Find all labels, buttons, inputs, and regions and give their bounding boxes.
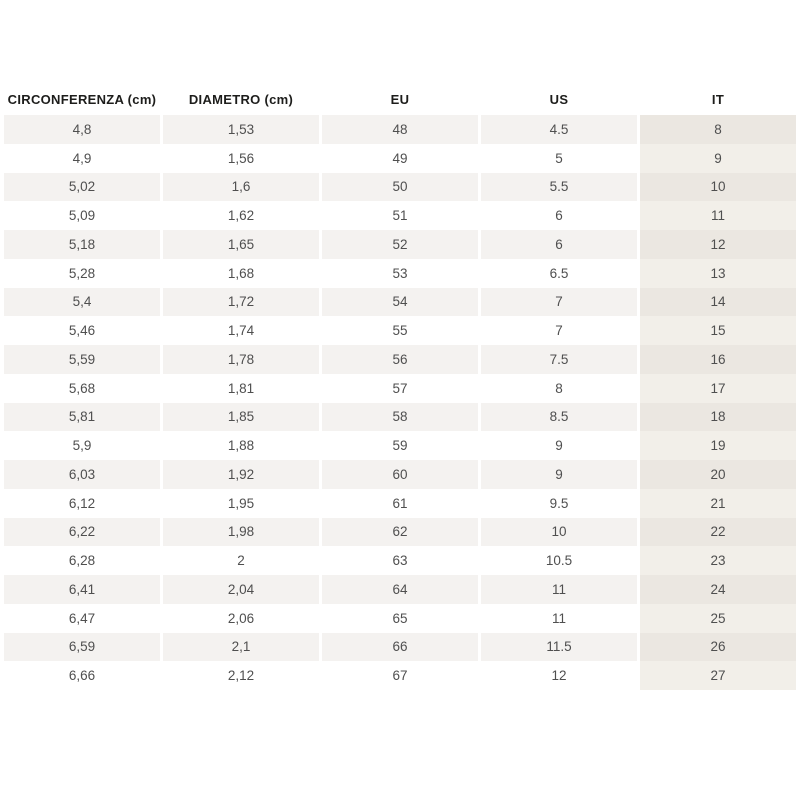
cell-it: 23 <box>640 546 796 575</box>
table-row <box>4 259 796 288</box>
cell-eu: 59 <box>322 431 478 460</box>
cell-us: 7 <box>481 316 637 345</box>
cell-circonferenza-cm: 5,59 <box>4 345 160 374</box>
header-row <box>4 84 796 115</box>
cell-us: 7 <box>481 288 637 317</box>
cell-us: 9 <box>481 431 637 460</box>
table-row <box>4 431 796 460</box>
col-header-it: IT <box>640 84 796 115</box>
cell-eu: 56 <box>322 345 478 374</box>
table-row <box>4 345 796 374</box>
cell-us: 9.5 <box>481 489 637 518</box>
cell-diametro-cm: 1,74 <box>163 316 319 345</box>
col-header-diametro: DIAMETRO (cm) <box>163 84 319 115</box>
cell-diametro-cm: 1,88 <box>163 431 319 460</box>
col-header-eu: EU <box>322 84 478 115</box>
cell-us: 6 <box>481 201 637 230</box>
cell-diametro-cm: 1,78 <box>163 345 319 374</box>
cell-diametro-cm: 1,72 <box>163 288 319 317</box>
table-row <box>4 546 796 575</box>
cell-diametro-cm: 2,06 <box>163 604 319 633</box>
table-row <box>4 633 796 662</box>
cell-eu: 62 <box>322 518 478 547</box>
table-row <box>4 173 796 202</box>
cell-diametro-cm: 1,6 <box>163 173 319 202</box>
cell-us: 11 <box>481 604 637 633</box>
cell-diametro-cm: 1,62 <box>163 201 319 230</box>
cell-eu: 54 <box>322 288 478 317</box>
cell-it: 19 <box>640 431 796 460</box>
cell-circonferenza-cm: 6,66 <box>4 661 160 690</box>
cell-us: 6.5 <box>481 259 637 288</box>
table-row <box>4 144 796 173</box>
cell-it: 15 <box>640 316 796 345</box>
cell-circonferenza-cm: 5,02 <box>4 173 160 202</box>
cell-us: 5 <box>481 144 637 173</box>
table-row <box>4 518 796 547</box>
cell-it: 17 <box>640 374 796 403</box>
col-header-us: US <box>481 84 637 115</box>
cell-circonferenza-cm: 5,4 <box>4 288 160 317</box>
cell-eu: 61 <box>322 489 478 518</box>
cell-eu: 58 <box>322 403 478 432</box>
cell-eu: 57 <box>322 374 478 403</box>
cell-us: 7.5 <box>481 345 637 374</box>
cell-diametro-cm: 1,95 <box>163 489 319 518</box>
table-header <box>4 84 796 115</box>
cell-it: 27 <box>640 661 796 690</box>
cell-it: 12 <box>640 230 796 259</box>
cell-diametro-cm: 1,53 <box>163 115 319 144</box>
cell-eu: 63 <box>322 546 478 575</box>
table-row <box>4 288 796 317</box>
table-row <box>4 489 796 518</box>
cell-circonferenza-cm: 6,12 <box>4 489 160 518</box>
cell-circonferenza-cm: 5,28 <box>4 259 160 288</box>
cell-it: 13 <box>640 259 796 288</box>
cell-it: 18 <box>640 403 796 432</box>
cell-it: 25 <box>640 604 796 633</box>
cell-diametro-cm: 1,92 <box>163 460 319 489</box>
table-body <box>4 115 796 690</box>
cell-us: 11.5 <box>481 633 637 662</box>
cell-eu: 52 <box>322 230 478 259</box>
table-row <box>4 115 796 144</box>
cell-us: 12 <box>481 661 637 690</box>
cell-eu: 53 <box>322 259 478 288</box>
cell-us: 4.5 <box>481 115 637 144</box>
table-row <box>4 604 796 633</box>
cell-it: 11 <box>640 201 796 230</box>
table-row <box>4 374 796 403</box>
cell-it: 16 <box>640 345 796 374</box>
cell-diametro-cm: 2,12 <box>163 661 319 690</box>
cell-it: 21 <box>640 489 796 518</box>
col-header-circonferenza: CIRCONFERENZA (cm) <box>4 84 160 115</box>
cell-eu: 50 <box>322 173 478 202</box>
cell-circonferenza-cm: 5,81 <box>4 403 160 432</box>
cell-it: 9 <box>640 144 796 173</box>
cell-circonferenza-cm: 5,18 <box>4 230 160 259</box>
cell-diametro-cm: 1,81 <box>163 374 319 403</box>
table-row <box>4 201 796 230</box>
cell-it: 14 <box>640 288 796 317</box>
cell-eu: 55 <box>322 316 478 345</box>
cell-diametro-cm: 1,98 <box>163 518 319 547</box>
cell-circonferenza-cm: 6,41 <box>4 575 160 604</box>
cell-diametro-cm: 2,04 <box>163 575 319 604</box>
cell-eu: 66 <box>322 633 478 662</box>
cell-us: 11 <box>481 575 637 604</box>
cell-circonferenza-cm: 5,09 <box>4 201 160 230</box>
cell-circonferenza-cm: 6,47 <box>4 604 160 633</box>
cell-diametro-cm: 1,65 <box>163 230 319 259</box>
cell-eu: 60 <box>322 460 478 489</box>
table-row <box>4 575 796 604</box>
cell-circonferenza-cm: 6,28 <box>4 546 160 575</box>
table-row <box>4 460 796 489</box>
ring-size-conversion-table <box>1 84 799 690</box>
cell-diametro-cm: 1,68 <box>163 259 319 288</box>
cell-us: 6 <box>481 230 637 259</box>
cell-us: 10.5 <box>481 546 637 575</box>
cell-eu: 48 <box>322 115 478 144</box>
cell-it: 24 <box>640 575 796 604</box>
cell-eu: 67 <box>322 661 478 690</box>
cell-it: 20 <box>640 460 796 489</box>
cell-it: 8 <box>640 115 796 144</box>
cell-diametro-cm: 1,56 <box>163 144 319 173</box>
cell-circonferenza-cm: 4,9 <box>4 144 160 173</box>
table-row <box>4 403 796 432</box>
table-row <box>4 316 796 345</box>
cell-eu: 49 <box>322 144 478 173</box>
cell-circonferenza-cm: 4,8 <box>4 115 160 144</box>
cell-eu: 64 <box>322 575 478 604</box>
cell-eu: 65 <box>322 604 478 633</box>
cell-diametro-cm: 2,1 <box>163 633 319 662</box>
cell-it: 10 <box>640 173 796 202</box>
table-row <box>4 661 796 690</box>
cell-circonferenza-cm: 6,22 <box>4 518 160 547</box>
cell-circonferenza-cm: 5,46 <box>4 316 160 345</box>
cell-us: 8.5 <box>481 403 637 432</box>
cell-diametro-cm: 2 <box>163 546 319 575</box>
cell-circonferenza-cm: 5,68 <box>4 374 160 403</box>
cell-circonferenza-cm: 5,9 <box>4 431 160 460</box>
cell-us: 10 <box>481 518 637 547</box>
cell-eu: 51 <box>322 201 478 230</box>
cell-circonferenza-cm: 6,59 <box>4 633 160 662</box>
table-row <box>4 230 796 259</box>
cell-us: 5.5 <box>481 173 637 202</box>
cell-it: 26 <box>640 633 796 662</box>
cell-it: 22 <box>640 518 796 547</box>
cell-diametro-cm: 1,85 <box>163 403 319 432</box>
cell-us: 8 <box>481 374 637 403</box>
cell-us: 9 <box>481 460 637 489</box>
cell-circonferenza-cm: 6,03 <box>4 460 160 489</box>
